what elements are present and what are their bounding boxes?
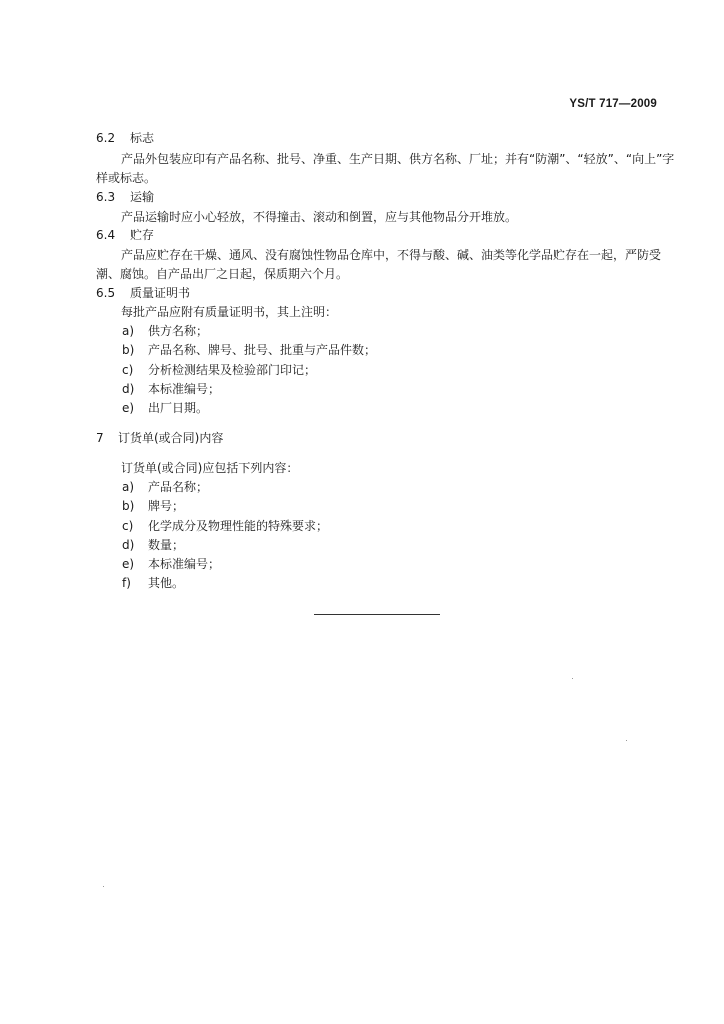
section-6-2-paragraph-line-2: 样或标志。 xyxy=(96,171,157,185)
list-item-text: 供方名称； xyxy=(148,324,209,338)
list-item-text: 分析检测结果及检验部门印记； xyxy=(148,363,317,377)
list-item-label: e) xyxy=(122,557,135,571)
section-6-4-heading xyxy=(96,227,154,243)
section-number: 6.2 xyxy=(96,131,116,145)
list-item xyxy=(122,381,220,397)
list-item xyxy=(122,498,184,514)
list-item-text: 本标准编号； xyxy=(148,557,221,571)
section-title: 订货单(或合同)内容 xyxy=(118,431,224,445)
scan-speck xyxy=(626,740,627,741)
section-7-intro: 订货单(或合同)应包括下列内容： xyxy=(121,461,299,475)
section-6-4-paragraph-line-1: 产品应贮存在干燥、通风、没有腐蚀性物品仓库中，不得与酸、碱、油类等化学品贮存在一起，严防受 xyxy=(121,248,662,262)
section-title: 质量证明书 xyxy=(130,286,191,300)
list-item xyxy=(122,556,220,572)
list-item-text: 本标准编号； xyxy=(148,382,221,396)
list-item xyxy=(122,342,376,358)
scan-speck xyxy=(103,886,104,887)
section-6-5-intro: 每批产品应附有质量证明书，其上注明： xyxy=(121,305,338,319)
section-number: 6.3 xyxy=(96,190,116,204)
list-item-label: d) xyxy=(122,382,135,396)
section-6-2-paragraph-line-1: 产品外包装应印有产品名称、批号、净重、生产日期、供方名称、厂址；并有“防潮”、“轻放”、“向上”字 xyxy=(121,152,675,166)
section-6-2-heading xyxy=(96,130,154,146)
list-item-label: d) xyxy=(122,538,135,552)
section-6-5-heading xyxy=(96,285,190,301)
list-item-text: 出厂日期。 xyxy=(148,401,209,415)
list-item-text: 产品名称； xyxy=(148,480,209,494)
list-item-text: 产品名称、牌号、批号、批重与产品件数； xyxy=(148,343,377,357)
section-7-heading xyxy=(96,430,223,446)
section-number: 6.5 xyxy=(96,286,116,300)
list-item xyxy=(122,400,208,416)
list-item-label: b) xyxy=(122,343,135,357)
list-item xyxy=(122,479,208,495)
section-title: 运输 xyxy=(130,190,155,204)
end-rule xyxy=(314,614,440,615)
standard-code: YS/T 717—2009 xyxy=(569,98,657,110)
scan-speck xyxy=(572,678,573,679)
list-item-text: 化学成分及物理性能的特殊要求； xyxy=(148,519,329,533)
list-item-text: 牌号； xyxy=(148,499,185,513)
list-item xyxy=(122,537,184,553)
list-item-label: e) xyxy=(122,401,135,415)
section-6-4-paragraph-line-2: 潮、腐蚀。自产品出厂之日起，保质期六个月。 xyxy=(96,267,349,281)
list-item-label: c) xyxy=(122,363,134,377)
list-item xyxy=(122,362,316,378)
section-number: 6.4 xyxy=(96,228,116,242)
list-item xyxy=(122,323,208,339)
list-item-label: a) xyxy=(122,480,135,494)
section-title: 标志 xyxy=(130,131,155,145)
list-item-label: b) xyxy=(122,499,135,513)
list-item xyxy=(122,575,184,591)
section-6-3-heading xyxy=(96,189,154,205)
list-item xyxy=(122,518,328,534)
list-item-label: a) xyxy=(122,324,135,338)
list-item-label: c) xyxy=(122,519,134,533)
section-number: 7 xyxy=(96,431,104,445)
section-title: 贮存 xyxy=(130,228,155,242)
list-item-text: 其他。 xyxy=(148,576,185,590)
section-6-3-paragraph: 产品运输时应小心轻放，不得撞击、滚动和倒置，应与其他物品分开堆放。 xyxy=(121,210,518,224)
list-item-text: 数量； xyxy=(148,538,185,552)
list-item-label: f) xyxy=(122,576,131,590)
